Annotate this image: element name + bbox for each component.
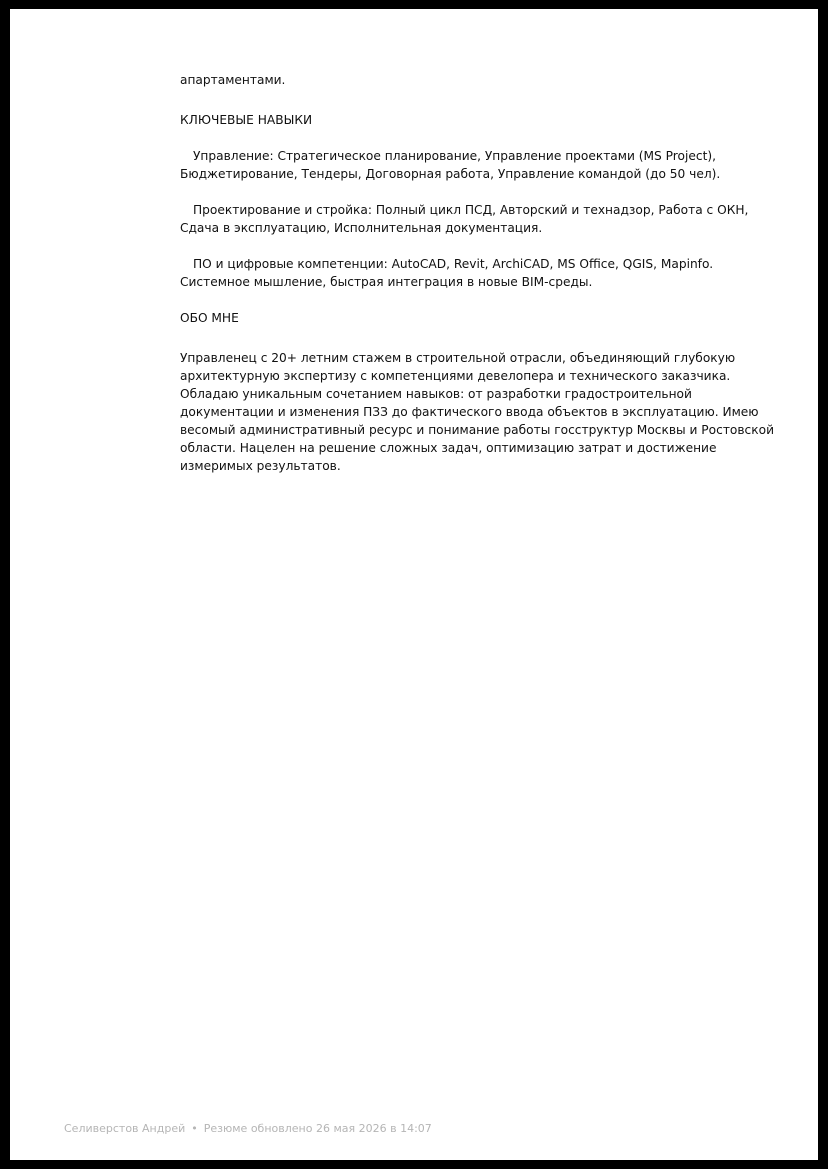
about-text: Управленец с 20+ летним стажем в строительной отрасли, объединяющий глубокую архитектурную экспертизу с компетенциями девелопера и технического заказчика. Обладаю уникальным сочетанием навыков: от разработки градостроительной документации и изменения ПЗЗ до фактического ввода объектов в эксплуатацию. Имею весомый административный ресурс и понимание работы госструктур Москвы и Ростовской области. Нацелен на решение сложных задач, оптимизацию затрат и достижение измеримых результатов. (180, 351, 774, 473)
skills-heading: КЛЮЧЕВЫЕ НАВЫКИ (180, 113, 313, 127)
about-heading: ОБО МНЕ (180, 311, 239, 325)
skill-management: Управление: Стратегическое планирование, Управление проектами (MS Project), Бюджетирование, Тендеры, Договорная работа, Управление командой (до 50 чел). (180, 149, 721, 181)
skill-software: ПО и цифровые компетенции: AutoCAD, Revit, ArchiCAD, MS Office, QGIS, Mapinfo. Системное мышление, быстрая интеграция в новые BIM-среды. (180, 257, 714, 289)
page-footer (64, 1122, 432, 1136)
footer-separator: • (191, 1122, 198, 1135)
resume-page (10, 9, 818, 1160)
resume-content (180, 71, 780, 475)
skill-design-construction: Проектирование и стройка: Полный цикл ПСД, Авторский и технадзор, Работа с ОКН, Сдача в эксплуатацию, Исполнительная документация. (180, 203, 749, 235)
experience-continuation: апартаментами. (180, 73, 286, 87)
footer-name: Селиверстов Андрей (64, 1122, 186, 1135)
footer-updated: Резюме обновлено 26 мая 2026 в 14:07 (203, 1122, 432, 1135)
